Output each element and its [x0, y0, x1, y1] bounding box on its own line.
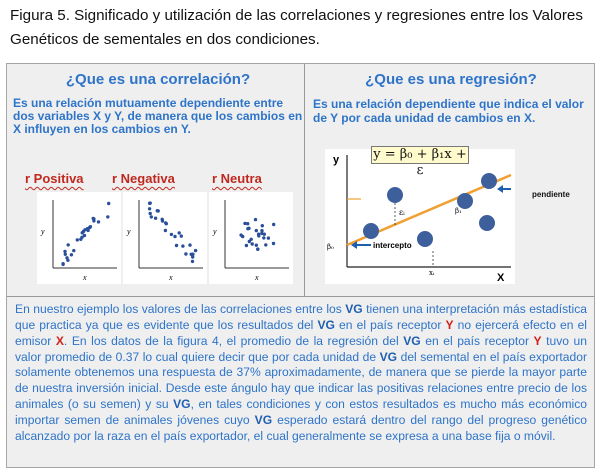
text-part: tuvo un valor promedio de 0.37 lo cual quiere decir que por cada unidad de [15, 333, 588, 364]
scatter-dot [149, 212, 152, 215]
xi-label: xᵢ [429, 269, 435, 277]
axis-x-label: x [169, 273, 173, 282]
neutral-scatter-plot [209, 192, 293, 284]
epsilon-label: εᵢ [399, 208, 405, 217]
scatter-dot [148, 207, 151, 210]
pendiente-arrow-head [497, 185, 503, 193]
scatter-dot [164, 229, 167, 232]
scatter-dot [72, 249, 75, 252]
scatter-dot [106, 215, 109, 218]
vg-highlight: VG [173, 397, 191, 412]
scatter-dot [262, 236, 265, 239]
scatter-dot [164, 221, 167, 224]
text-part: esperado estará dentro del rango del progreso genético alcanzado por la raza en el país exportador, el cual generalmente se expresa a una base fija o móvil. [15, 412, 587, 443]
scatter-dot [64, 253, 67, 256]
scatter-dot [76, 238, 79, 241]
scatter-dot [272, 223, 275, 226]
scatter-dot [191, 255, 194, 258]
scatter-dot [67, 243, 70, 246]
label-neutral: r Neutra [212, 171, 262, 186]
scatter-dot [63, 250, 66, 253]
scatter-dot [241, 235, 244, 238]
x-highlight: X [55, 333, 64, 348]
scatter-dot [156, 209, 159, 212]
scatter-dot [70, 253, 73, 256]
axis-y-label: y [213, 227, 217, 236]
vertical-divider [304, 64, 305, 296]
axis-x-label: x [83, 273, 87, 282]
correlation-heading: ¿Que es una correlación? [65, 71, 251, 88]
scatter-dot [65, 256, 68, 259]
scatter-dot [255, 229, 258, 232]
scatter-dot [264, 243, 267, 246]
text-part: . En los datos de la figura 4, el promedio de la regresión del [63, 333, 404, 348]
axis-y-label: y [127, 227, 131, 236]
figure-panel [6, 63, 595, 468]
beta0-label: β₀ [327, 243, 334, 251]
text-part: del semental en el país exportador solamente obtenemos una respuesta de 37% aproximadamente, de manera que se pierde la mayor parte de nuestra inversión inicial. Desde este ángulo hay que indicar las positivas relaciones entre precio de los animales (o su semen) y su [15, 349, 587, 412]
y-highlight: Y [445, 317, 454, 332]
scatter-dot [175, 244, 178, 247]
negative-scatter-plot [123, 192, 207, 284]
scatter-dot [257, 233, 260, 236]
scatter-dot [178, 231, 181, 234]
vg-highlight: VG [379, 349, 398, 364]
label-negative: r Negativa [112, 171, 175, 186]
text-part: no ejercerá efecto en el emisor [15, 317, 587, 348]
scatter-dot [82, 230, 85, 233]
scatter-dot [247, 227, 250, 230]
scatter-dot [79, 238, 82, 241]
scatter-dot [267, 236, 270, 239]
axis-x-label: x [255, 273, 259, 282]
regression-description: Es una relación dependiente que indica el valor de Y por cada unidad de cambios en X. [313, 97, 584, 125]
text-part: En nuestro ejemplo los valores de las correlaciones entre los [15, 302, 346, 316]
scatter-dot [245, 244, 248, 247]
scatter-dot [246, 222, 249, 225]
scatter-dot [149, 201, 152, 204]
scatter-dot [92, 219, 95, 222]
reg-axis-y: y [333, 154, 340, 166]
scatter-dot [254, 218, 257, 221]
regression-heading: ¿Que es una regresión? [365, 71, 537, 88]
scatter-dot [188, 243, 191, 246]
scatter-dot [173, 235, 176, 238]
text-part: en el país receptor [420, 333, 534, 348]
text-part: , en tales condiciones y con estos resultados es mucho más económico importar semen de animales jóvenes cuyo [15, 397, 587, 427]
pendiente-label: pendiente [532, 190, 570, 199]
scatter-dot [97, 220, 100, 223]
scatter-dot [61, 263, 64, 266]
scatter-dot [194, 249, 197, 252]
scatter-dot [89, 225, 92, 228]
text-part: tienen una interpretación más estadística que practica ya que es evidente que los resultados del [15, 302, 587, 332]
figure-caption: Figura 5. Significado y utilización de las correlaciones y regresiones entre los Valores Genéticos de sementales en dos condiciones. [10, 7, 583, 48]
vg-highlight: VG [254, 412, 273, 427]
intercepto-label: intercepto [373, 241, 412, 250]
reg-axis-x: X [497, 272, 505, 284]
vg-highlight: VG [345, 302, 363, 316]
y-highlight: Y [533, 333, 542, 348]
beta1-label: β₁ [455, 207, 462, 215]
scatter-dot [248, 240, 251, 243]
scatter-dot [260, 232, 263, 235]
scatter-dot [256, 248, 259, 251]
scatter-dot [150, 215, 153, 218]
horizontal-divider [7, 296, 594, 297]
positive-scatter-plot [37, 192, 121, 284]
scatter-dot [161, 219, 164, 222]
scatter-dot [261, 224, 264, 227]
label-positive: r Positiva [25, 171, 84, 186]
scatter-dot [272, 242, 275, 245]
scatter-dot [181, 244, 184, 247]
scatter-dot [154, 217, 157, 220]
scatter-dot [180, 234, 183, 237]
explanation-paragraph [15, 302, 587, 445]
scatter-dot [107, 202, 110, 205]
correlation-description: Es una relación mutuamente dependiente entre dos variables X y Y, de manera que los cambios en X influyen en los cambios en Y. [13, 96, 303, 136]
scatter-dot [86, 227, 89, 230]
scatter-dot [255, 244, 258, 247]
regression-equation: y = β₀ + β₁x + ε [371, 146, 469, 164]
scatter-dot [251, 242, 254, 245]
scatter-dot [191, 260, 194, 263]
vg-highlight: VG [403, 333, 421, 348]
axis-y-label: y [41, 227, 45, 236]
scatter-dot [184, 252, 187, 255]
scatter-dot [170, 233, 173, 236]
vg-highlight: VG [317, 317, 335, 332]
text-part: en el país receptor [334, 317, 446, 332]
